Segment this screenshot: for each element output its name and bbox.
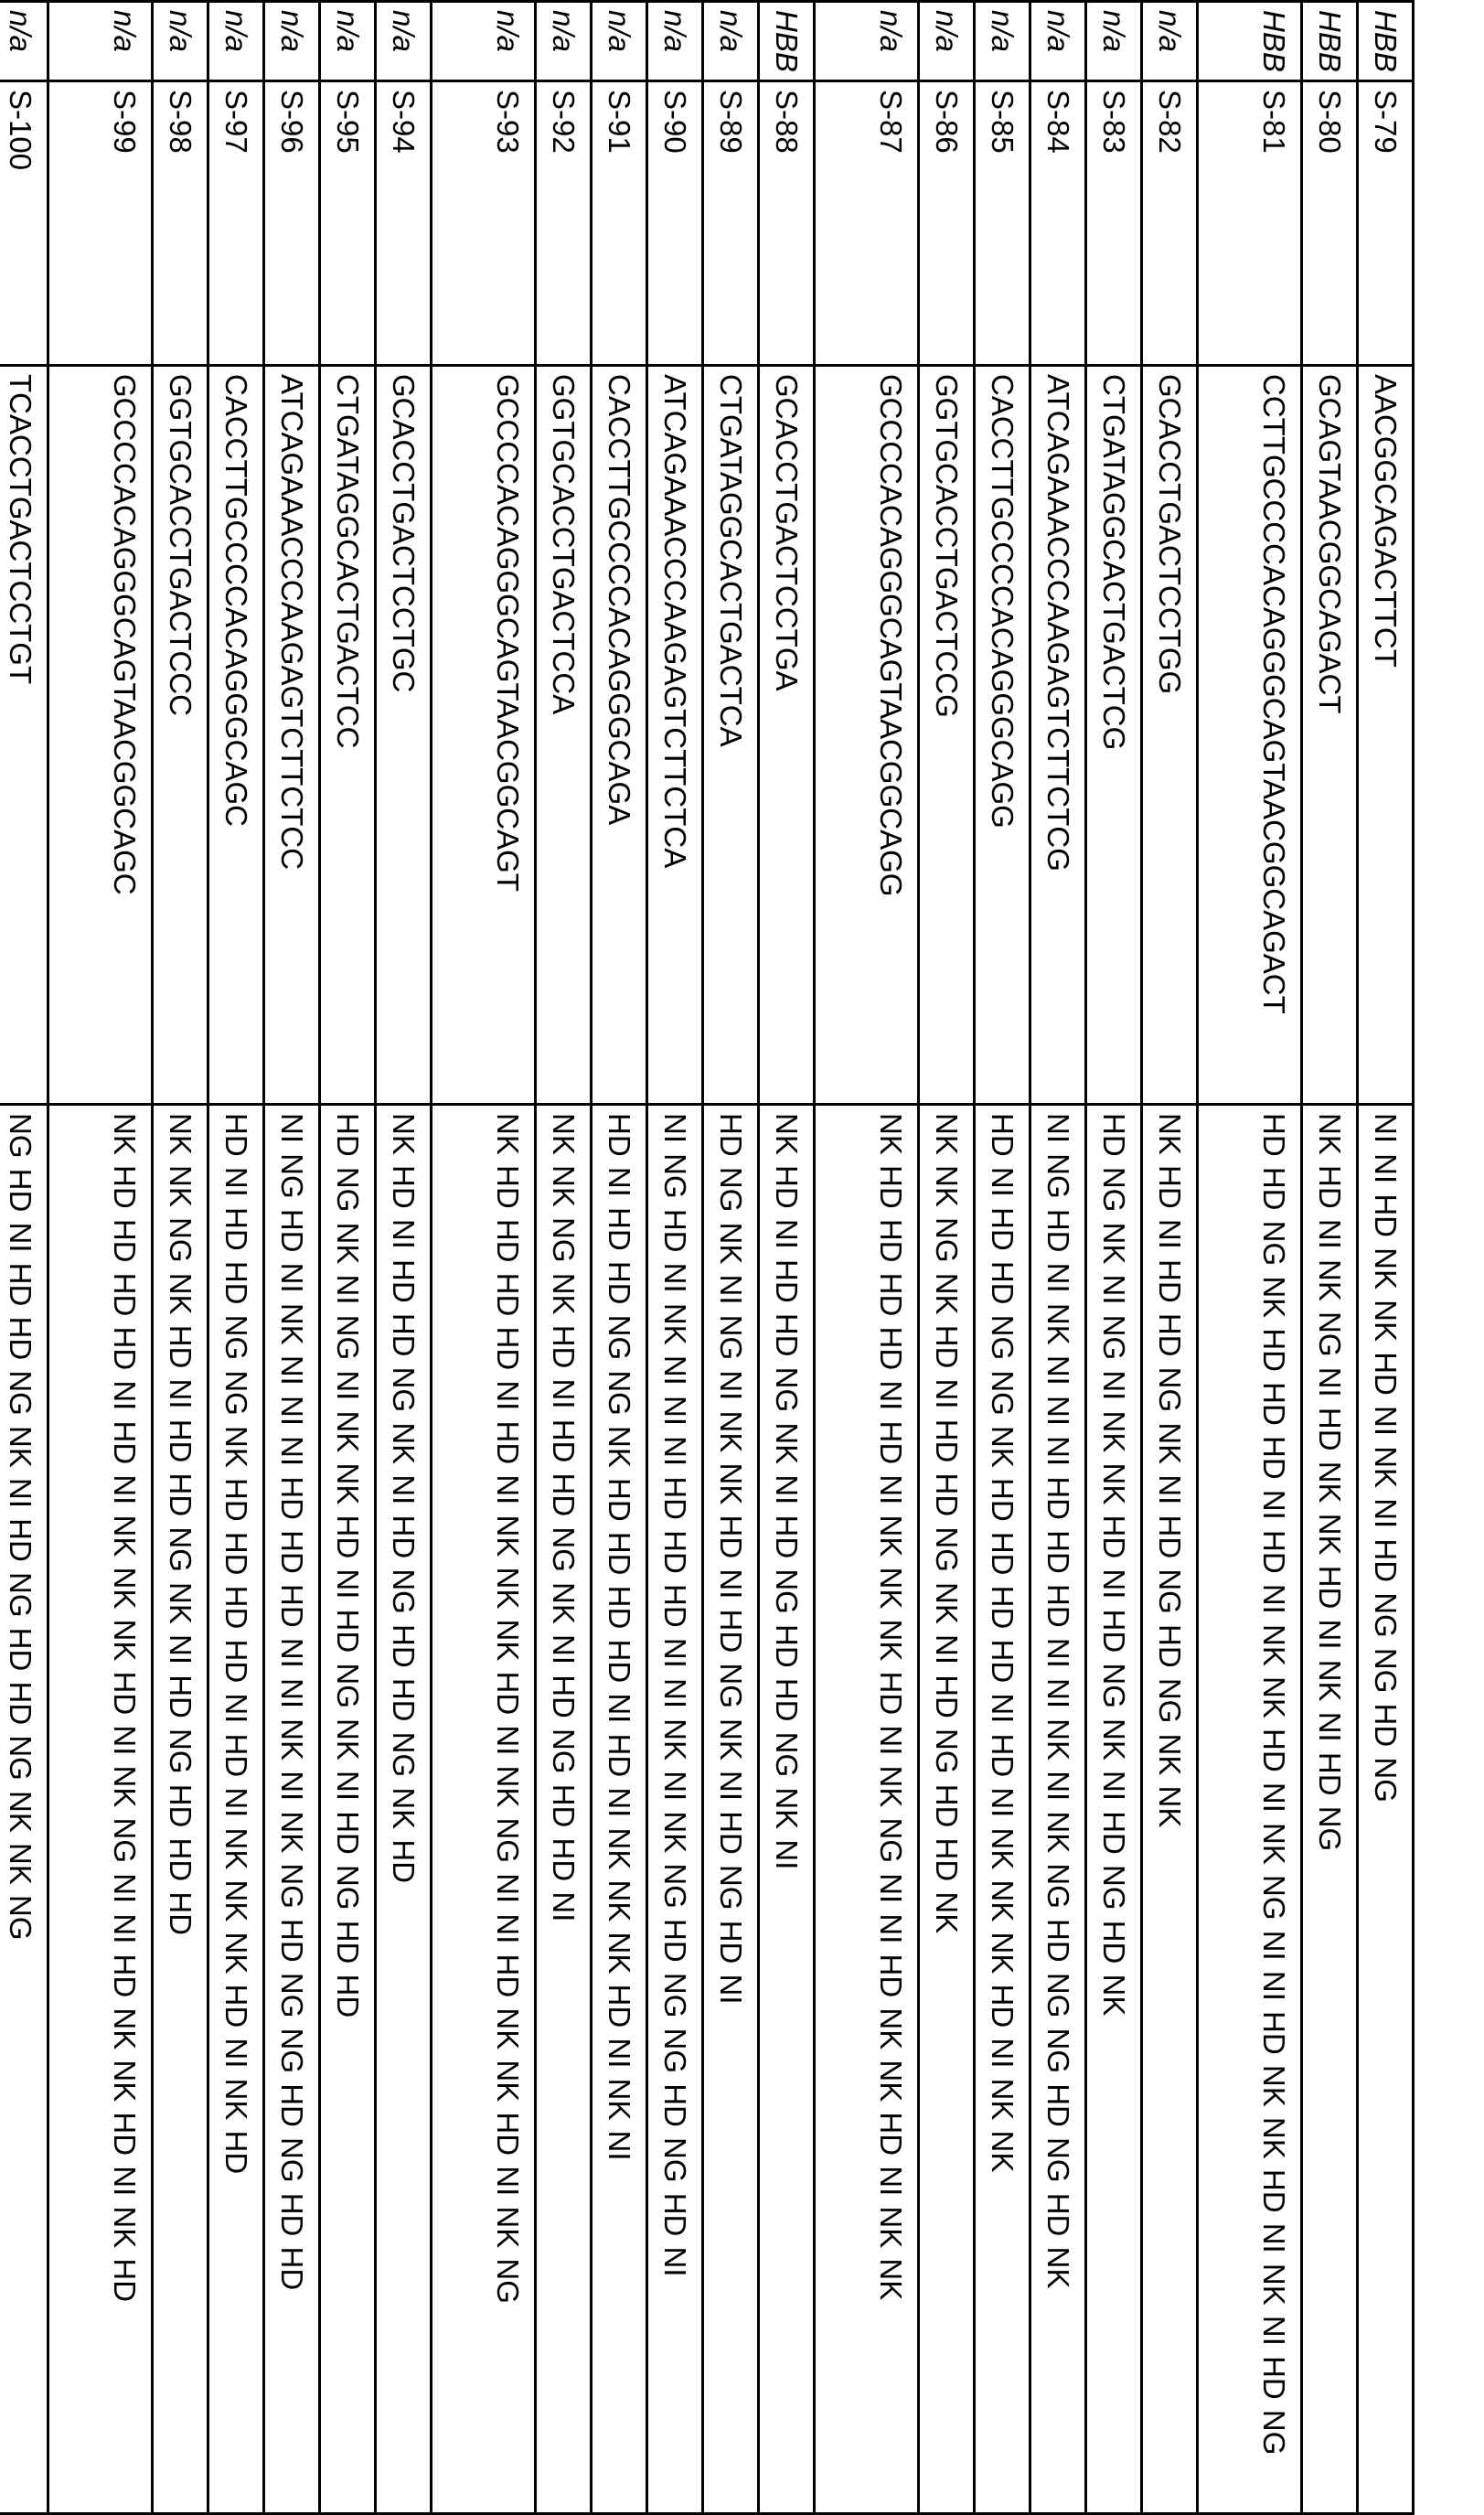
sequence-cell: TCACCTGACTCCTGT — [0, 366, 48, 1105]
rvd-cell: NK HD NI HD HD NG NK NI HD NG HD HD NG NK NI — [759, 1105, 815, 2514]
rvd-cell: NK HD HD HD HD NI HD NI NK NK NK HD NI NK NG NI NI HD NK NK HD NI NK NG — [432, 1105, 536, 2514]
gene-cell: n/a — [48, 2, 153, 81]
gene-cell: HBB — [1198, 2, 1302, 81]
gene-cell: n/a — [376, 2, 432, 81]
gene-cell: n/a — [0, 2, 48, 81]
sequence-cell: GCACCTGACTCCTGG — [1142, 366, 1198, 1105]
rvd-cell: NI NG HD NI NK NI NI NI HD HD HD NI NI NK NI NK NG HD NG NG HD NG HD NK — [1030, 1105, 1086, 2514]
table-row — [320, 2, 376, 2514]
id-cell: S-87 — [815, 81, 919, 366]
table-row — [592, 2, 647, 2514]
table-body — [0, 2, 1414, 2514]
id-cell: S-84 — [1030, 81, 1086, 366]
table-row — [48, 2, 153, 2514]
rvd-cell: NG HD NI HD HD NG NK NI HD NG HD HD NG NK NK NG — [0, 1105, 48, 2514]
rvd-cell: HD NG NK NI NG NI NK NK HD NI HD NG NK NI HD NG HD NI — [703, 1105, 759, 2514]
table-row — [208, 2, 264, 2514]
sequence-cell: ATCAGAAACCCAAGAGTCTTCTCC — [264, 366, 320, 1105]
id-cell: S-91 — [592, 81, 647, 366]
rvd-cell: HD NI HD HD NG NG NK HD HD HD HD NI HD NI NK NK NK HD NI NK NI — [592, 1105, 647, 2514]
rvd-cell: NK HD HD HD HD NI HD NI NK NK NK HD NI NK NG NI NI HD NK NK HD NI NK NK — [815, 1105, 919, 2514]
talen-sequence-table — [0, 0, 1415, 2515]
id-cell: S-88 — [759, 81, 815, 366]
table-row — [1302, 2, 1358, 2514]
id-cell: S-81 — [1198, 81, 1302, 366]
id-cell: S-97 — [208, 81, 264, 366]
gene-cell: HBB — [1358, 2, 1414, 81]
rvd-cell: NK HD NI HD HD NG NK NI HD NG HD HD NG NK HD — [376, 1105, 432, 2514]
id-cell: S-98 — [153, 81, 208, 366]
table-row — [1086, 2, 1142, 2514]
rotated-table-container — [0, 0, 1415, 2512]
sequence-cell: GCCCCACAGGGCAGTAACGGCAGT — [432, 366, 536, 1105]
id-cell: S-83 — [1086, 81, 1142, 366]
sequence-cell: CACCTTGCCCCACAGGGCAGG — [975, 366, 1030, 1105]
id-cell: S-92 — [536, 81, 592, 366]
rvd-cell: HD NI HD HD NG NG NK HD HD HD HD NI HD NI NK NK NK HD NI NK NK — [975, 1105, 1030, 2514]
id-cell: S-86 — [919, 81, 975, 366]
sequence-cell: ATCAGAAACCCAAGAGTCTTCTCA — [647, 366, 703, 1105]
rvd-cell: NI NG HD NI NK NI NI NI HD HD HD NI NI NK NI NK NG HD NG NG HD NG HD HD — [264, 1105, 320, 2514]
sequence-cell: CTGATAGGCACTGACTCA — [703, 366, 759, 1105]
table-row — [759, 2, 815, 2514]
sequence-cell: CACCTTGCCCCACAGGGCAGA — [592, 366, 647, 1105]
id-cell: S-93 — [432, 81, 536, 366]
gene-cell: n/a — [919, 2, 975, 81]
gene-cell: HBB — [759, 2, 815, 81]
gene-cell: n/a — [1030, 2, 1086, 81]
id-cell: S-79 — [1358, 81, 1414, 366]
rvd-cell: HD NI HD HD NG NG NK HD HD HD HD NI HD NI NK NK NK HD NI NK HD — [208, 1105, 264, 2514]
id-cell: S-82 — [1142, 81, 1198, 366]
id-cell: S-80 — [1302, 81, 1358, 366]
sequence-cell: AACGGCAGACTTCT — [1358, 366, 1414, 1105]
rvd-cell: NK NK NG NK HD NI HD HD NG NK NI HD NG HD HD HD — [153, 1105, 208, 2514]
sequence-cell: GCACCTGACTCCTGA — [759, 366, 815, 1105]
table-row — [975, 2, 1030, 2514]
id-cell: S-99 — [48, 81, 153, 366]
rvd-cell: NK NK NG NK HD NI HD HD NG NK NI HD NG HD HD NI — [536, 1105, 592, 2514]
table-row — [815, 2, 919, 2514]
id-cell: S-89 — [703, 81, 759, 366]
rvd-cell: NI NI HD NK NK HD NI NK NI HD NG NG HD NG — [1358, 1105, 1414, 2514]
sequence-cell: CACCTTGCCCCACAGGGCAGC — [208, 366, 264, 1105]
table-row — [703, 2, 759, 2514]
gene-cell: n/a — [536, 2, 592, 81]
sequence-cell: GCCCCACAGGGCAGTAACGGCAGC — [48, 366, 153, 1105]
gene-cell: n/a — [320, 2, 376, 81]
gene-cell: n/a — [815, 2, 919, 81]
gene-cell: n/a — [153, 2, 208, 81]
table-row — [376, 2, 432, 2514]
sequence-cell: GGTGCACCTGACTCCG — [919, 366, 975, 1105]
table-row — [432, 2, 536, 2514]
sequence-cell: ATCAGAAACCCAAGAGTCTTCTCG — [1030, 366, 1086, 1105]
id-cell: S-95 — [320, 81, 376, 366]
table-row — [1358, 2, 1414, 2514]
sequence-cell: GCCCCACAGGGCAGTAACGGCAGG — [815, 366, 919, 1105]
gene-cell: HBB — [1302, 2, 1358, 81]
gene-cell: n/a — [1142, 2, 1198, 81]
id-cell: S-96 — [264, 81, 320, 366]
table-row — [919, 2, 975, 2514]
table-row — [153, 2, 208, 2514]
sequence-cell: CCTTGCCCCACAGGGCAGTAACGGCAGACT — [1198, 366, 1302, 1105]
table-row — [264, 2, 320, 2514]
rvd-cell: HD HD NG NK HD HD HD NI HD NI NK NK HD NI NK NG NI NI HD NK NK HD NI NK NI HD NG — [1198, 1105, 1302, 2514]
sequence-cell: GCAGTAACGGCAGACT — [1302, 366, 1358, 1105]
sequence-cell: CTGATAGGCACTGACTCG — [1086, 366, 1142, 1105]
gene-cell: n/a — [208, 2, 264, 81]
id-cell: S-100 — [0, 81, 48, 366]
rvd-cell: NK HD HD HD HD NI HD NI NK NK NK HD NI NK NG NI NI HD NK NK HD NI NK HD — [48, 1105, 153, 2514]
gene-cell: n/a — [975, 2, 1030, 81]
table-row — [1198, 2, 1302, 2514]
rvd-cell: HD NG NK NI NG NI NK NK HD NI HD NG NK NI HD NG HD HD — [320, 1105, 376, 2514]
sequence-cell: GGTGCACCTGACTCCA — [536, 366, 592, 1105]
rvd-cell: HD NG NK NI NG NI NK NK HD NI HD NG NK NI HD NG HD NK — [1086, 1105, 1142, 2514]
rvd-cell: NK NK NG NK HD NI HD HD NG NK NI HD NG HD HD NK — [919, 1105, 975, 2514]
rvd-cell: NK HD NI NK NG NI HD NK NK HD NI NK NI HD NG — [1302, 1105, 1358, 2514]
sequence-cell: CTGATAGGCACTGACTCC — [320, 366, 376, 1105]
rvd-cell: NI NG HD NI NK NI NI NI HD HD HD NI NI NK NI NK NG HD NG NG HD NG HD NI — [647, 1105, 703, 2514]
id-cell: S-90 — [647, 81, 703, 366]
rvd-cell: NK HD NI HD HD NG NK NI HD NG HD NG NK NK — [1142, 1105, 1198, 2514]
gene-cell: n/a — [264, 2, 320, 81]
id-cell: S-94 — [376, 81, 432, 366]
sequence-cell: GGTGCACCTGACTCCC — [153, 366, 208, 1105]
table-row — [536, 2, 592, 2514]
table-row — [1030, 2, 1086, 2514]
sequence-cell: GCACCTGACTCCTGC — [376, 366, 432, 1105]
gene-cell: n/a — [432, 2, 536, 81]
gene-cell: n/a — [1086, 2, 1142, 81]
gene-cell: n/a — [647, 2, 703, 81]
table-row — [0, 2, 48, 2514]
gene-cell: n/a — [592, 2, 647, 81]
table-row — [1142, 2, 1198, 2514]
gene-cell: n/a — [703, 2, 759, 81]
table-row — [647, 2, 703, 2514]
id-cell: S-85 — [975, 81, 1030, 366]
